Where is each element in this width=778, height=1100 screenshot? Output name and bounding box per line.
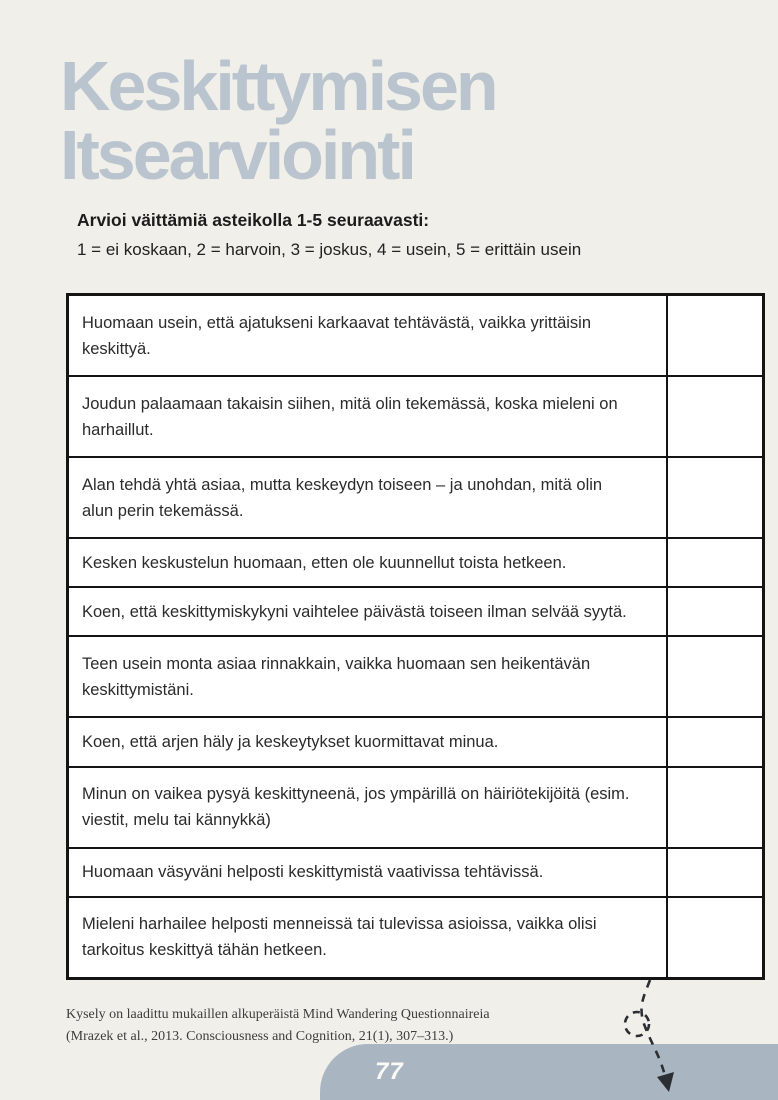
rating-table xyxy=(66,293,765,980)
instructions xyxy=(77,210,697,260)
page-number-band xyxy=(320,1044,778,1100)
answer-cell[interactable] xyxy=(667,767,764,848)
citation xyxy=(66,1004,490,1049)
citation-line2: (Mrazek et al., 2013. Consciousness and Cognition, 21(1), 307–313.) xyxy=(66,1029,454,1045)
table-row xyxy=(68,897,764,979)
statement-text: Mieleni harhailee helposti menneissä tai tulevissa asioissa, vaikka olisi tarkoitus keskittyä tähän hetkeen. xyxy=(68,897,668,979)
page-title-line2: Itsearviointi xyxy=(60,116,414,195)
statement-text: Minun on vaikea pysyä keskittyneenä, jos ympärillä on häiriötekijöitä (esim. viestit, melu tai kännykkä) xyxy=(68,767,668,848)
instructions-heading: Arvioi väittämiä asteikolla 1-5 seuraavasti: xyxy=(77,210,430,230)
statement-text: Koen, että keskittymiskykyni vaihtelee päivästä toiseen ilman selvää syytä. xyxy=(68,587,668,636)
statement-text: Huomaan usein, että ajatukseni karkaavat tehtävästä, vaikka yrittäisin keskittyä. xyxy=(68,295,668,377)
table-row xyxy=(68,636,764,717)
answer-cell[interactable] xyxy=(667,295,764,377)
statement-text: Joudun palaamaan takaisin siihen, mitä olin tekemässä, koska mieleni on harhaillut. xyxy=(68,376,668,457)
table-row xyxy=(68,767,764,848)
instructions-scale: 1 = ei koskaan, 2 = harvoin, 3 = joskus, 4 = usein, 5 = erittäin usein xyxy=(77,240,582,259)
statement-text: Teen usein monta asiaa rinnakkain, vaikka huomaan sen heikentävän keskittymistäni. xyxy=(68,636,668,717)
page-title-line1: Keskittymisen xyxy=(60,47,496,125)
answer-cell[interactable] xyxy=(667,376,764,457)
statement-text: Huomaan väsyväni helposti keskittymistä vaativissa tehtävissä. xyxy=(68,848,668,897)
answer-cell[interactable] xyxy=(667,848,764,897)
answer-cell[interactable] xyxy=(667,538,764,587)
answer-cell[interactable] xyxy=(667,587,764,636)
arrow-doodle-icon xyxy=(600,976,700,1100)
statement-text: Kesken keskustelun huomaan, etten ole kuunnellut toista hetkeen. xyxy=(68,538,668,587)
table-row xyxy=(68,717,764,766)
citation-line1: Kysely on laadittu mukaillen alkuperäistä Mind Wandering Questionnaireia xyxy=(66,1007,490,1022)
answer-cell[interactable] xyxy=(667,897,764,979)
page-number: 77 xyxy=(375,1058,404,1085)
table-row xyxy=(68,848,764,897)
table-row xyxy=(68,538,764,587)
table-row xyxy=(68,587,764,636)
answer-cell[interactable] xyxy=(667,457,764,538)
statement-text: Alan tehdä yhtä asiaa, mutta keskeydyn toiseen – ja unohdan, mitä olin alun perin tekemässä. xyxy=(68,457,668,538)
page-title xyxy=(60,47,496,195)
answer-cell[interactable] xyxy=(667,717,764,766)
table-row xyxy=(68,457,764,538)
answer-cell[interactable] xyxy=(667,636,764,717)
statement-text: Koen, että arjen häly ja keskeytykset kuormittavat minua. xyxy=(68,717,668,766)
table-row xyxy=(68,376,764,457)
table-row xyxy=(68,295,764,377)
